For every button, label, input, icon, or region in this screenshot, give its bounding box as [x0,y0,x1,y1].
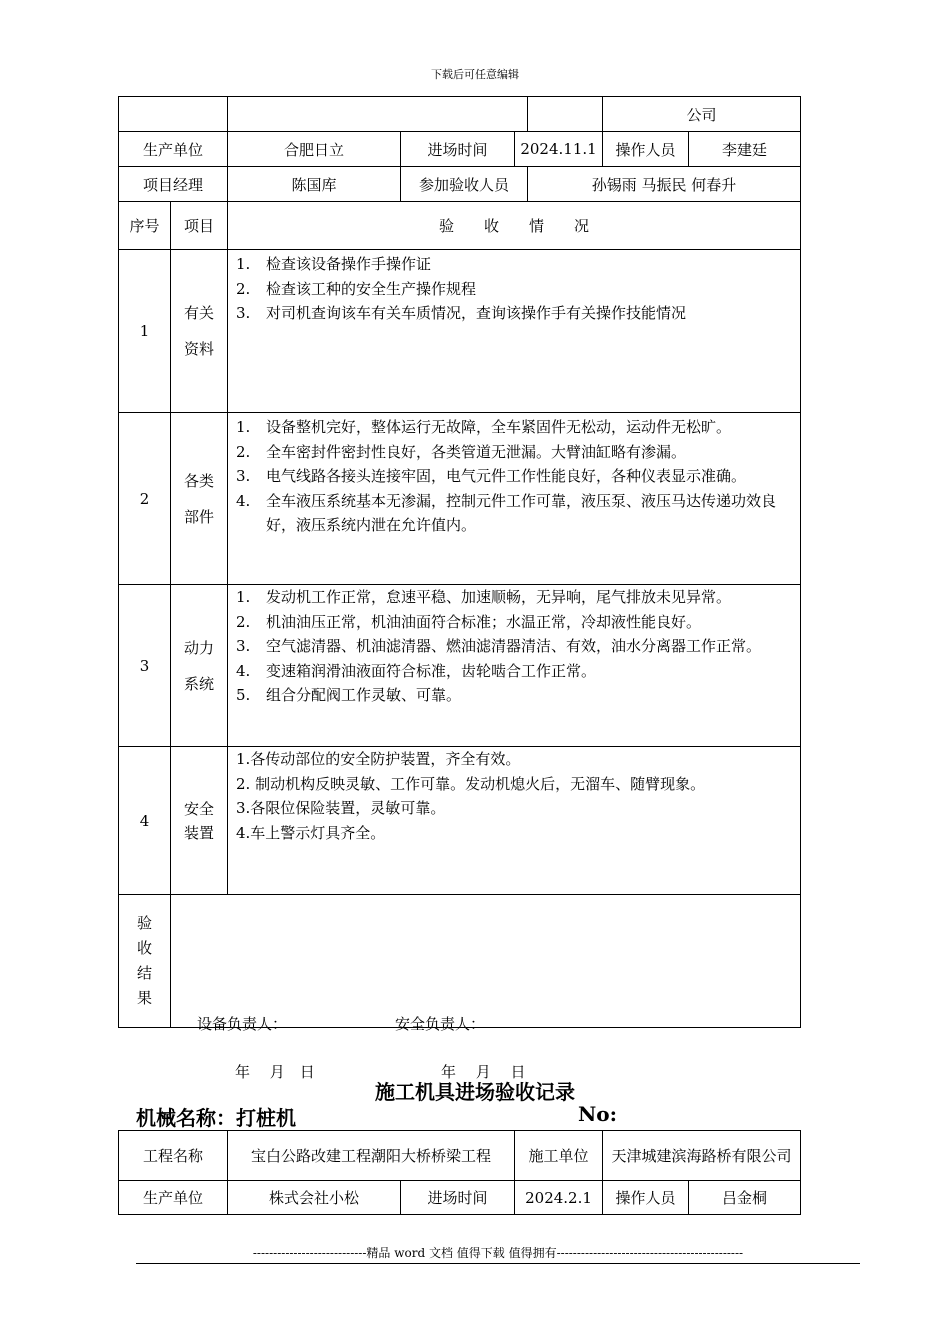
section-details [228,413,801,585]
detail-line: 2. 制动机构反映灵敏、工作可靠。发动机熄火后，无溜车、随臂现象。 [236,774,706,793]
section-item: 各类 部件 [171,413,228,585]
acceptance-table-1 [118,96,801,1081]
detail-line: 3. 对司机查询该车有关车质情况，查询该操作手有关操作技能情况 [236,304,687,322]
section-item: 有关 资料 [171,250,228,413]
project-name: 宝白公路改建工程潮阳大桥桥梁工程 [228,1131,515,1181]
detail-line: 1. 设备整机完好，整体运行无故障，全车紧固件无松动，运动件无松旷。 [236,418,732,436]
production-unit-2: 株式会社小松 [228,1181,401,1215]
detail-line: 1.各传动部位的安全防护装置，齐全有效。 [236,750,521,768]
form-title: 施工机具进场验收记录 [375,1080,575,1104]
result-signatures [171,895,801,1081]
entry-time-2: 2024.2.1 [515,1181,603,1215]
entry-time-label-2: 进场时间 [401,1181,515,1215]
inspectors-label: 参加验收人员 [401,167,528,202]
production-unit-label-2: 生产单位 [119,1181,228,1215]
entry-time-label: 进场时间 [401,132,515,167]
safety-responsible: 安全负责人： [395,1015,486,1033]
inspectors: 孙锡雨 马振民 何春升 [528,167,801,202]
detail-line: 2. 全车密封件密封性良好，各类管道无泄漏。大臂油缸略有渗漏。 [236,442,687,461]
section-no: 1 [119,250,171,413]
company-suffix: 公司 [603,97,801,132]
detail-line: 2. 机油油压正常，机油油面符合标准；水温正常，冷却液性能良好。 [236,612,702,631]
section-details [228,250,801,413]
production-unit: 合肥日立 [228,132,401,167]
construction-unit-label: 施工单位 [515,1131,603,1181]
section-details [228,747,801,895]
detail-line: 3. 电气线路各接头连接牢固，电气元件工作性能良好，各种仪表显示准确。 [236,467,747,485]
detail-line: 3.各限位保险装置，灵敏可靠。 [236,799,446,817]
manager-label: 项目经理 [119,167,228,202]
section-no: 2 [119,413,171,585]
entry-time: 2024.11.1 [515,132,603,167]
result-label: 验 收 结 果 [119,895,171,1028]
detail-line: 2. 检查该工种的安全生产操作规程 [236,279,477,298]
section-no: 3 [119,585,171,747]
col-item: 项目 [171,202,228,250]
detail-line: 3. 空气滤清器、机油滤清器、燃油滤清器清洁、有效，油水分离器工作正常。 [236,637,762,655]
col-no: 序号 [119,202,171,250]
date-equip: 年 月 日 [235,1063,315,1081]
detail-line: 4. 变速箱润滑油液面符合标准，齿轮啮合工作正常。 [236,661,597,680]
operator-label-2: 操作人员 [603,1181,689,1215]
construction-unit: 天津城建滨海路桥有限公司 [603,1131,801,1181]
detail-line: 5. 组合分配阀工作灵敏、可靠。 [236,686,462,704]
detail-line: 1. 检查该设备操作手操作证 [236,255,432,273]
operator-label: 操作人员 [603,132,689,167]
col-status: 验 收 情 况 [228,202,801,250]
equip-responsible: 设备负责人： [197,1015,288,1033]
operator-2: 吕金桐 [689,1181,801,1215]
section-details [228,585,801,747]
section-no: 4 [119,747,171,895]
manager: 陈国库 [228,167,401,202]
date-safety: 年 月 日 [441,1063,526,1081]
acceptance-table-2 [118,1130,801,1215]
section-item: 动力 系统 [171,585,228,747]
operator: 李建廷 [689,132,801,167]
production-unit-label: 生产单位 [119,132,228,167]
detail-line: 1. 发动机工作正常，怠速平稳、加速顺畅，无异响，尾气排放未见异常。 [236,588,732,606]
header-note: 下载后可任意编辑 [431,68,519,81]
detail-line: 4.车上警示灯具齐全。 [236,823,386,842]
record-no-label: No: [578,1102,618,1126]
footer-note: ----------------------------精品 word 文档 值得下载 值得拥有---------------------------------------------- [136,1244,860,1264]
project-name-label: 工程名称 [119,1131,228,1181]
machine-name: 机械名称：打桩机 [136,1106,296,1130]
section-item: 安全 装置 [171,747,228,895]
detail-line: 4. 全车液压系统基本无渗漏，控制元件工作可靠，液压泵、液压马达传递功效良好，液压系统内泄在允许值内。 [236,491,777,534]
